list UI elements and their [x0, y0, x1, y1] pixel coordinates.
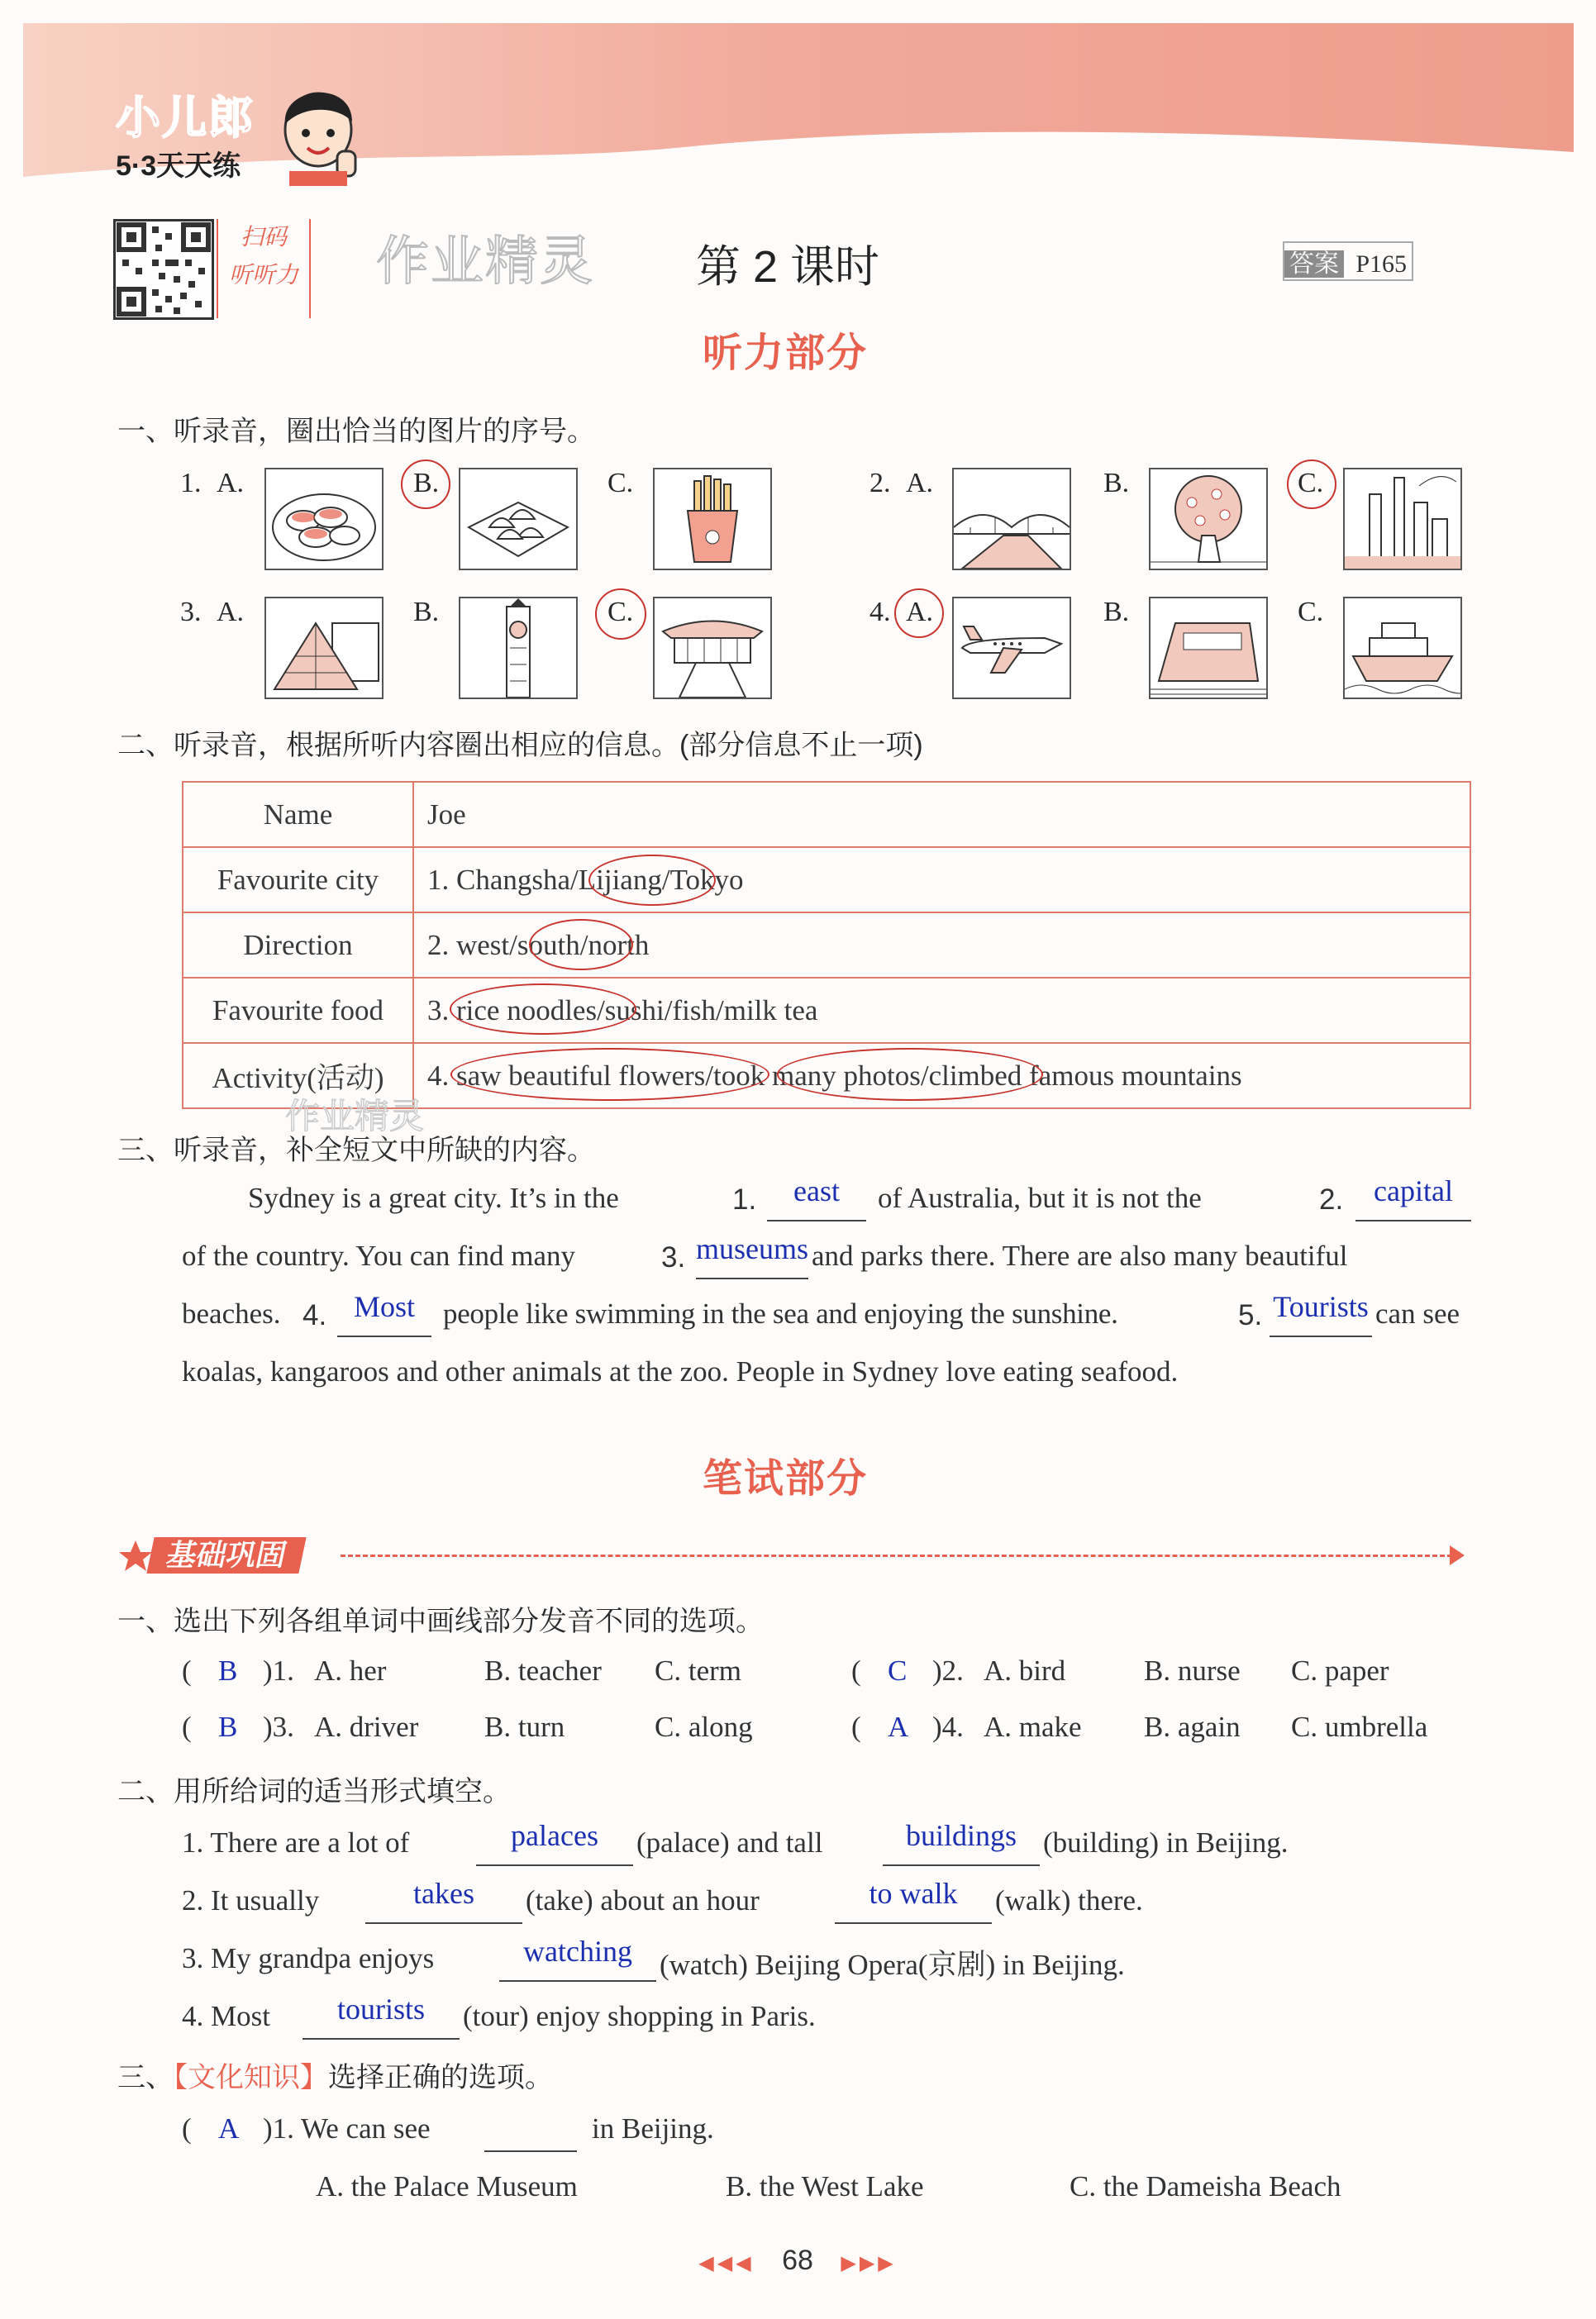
fill-blank [303, 2038, 460, 2040]
footer [661, 2245, 934, 2277]
answer-label: 答案 [1284, 250, 1344, 278]
written-q3-text: 选择正确的选项。 [328, 2062, 553, 2093]
blank-num: 2. [1319, 1183, 1344, 1216]
table-value: 4. saw beautiful flowers/took many photos/climbed famous mountains [413, 1043, 1470, 1108]
option-c: C. term [655, 1655, 741, 1687]
fill-answer: watching [523, 1935, 632, 1968]
sushi-picture [264, 468, 384, 570]
answer-page: P165 [1355, 250, 1408, 278]
answer-circle-south [529, 919, 633, 970]
written-q3-instruction [117, 2055, 553, 2095]
item-num: )1. We can see [263, 2112, 431, 2145]
l1-item4-optA: A. [906, 597, 934, 627]
fill-text: (take) about an hour [526, 1884, 760, 1917]
l1-item2-optC: C. [1298, 468, 1324, 498]
l1-item2-optA: A. [906, 468, 934, 498]
fill-answer: buildings [905, 1819, 1017, 1852]
table-row [183, 978, 1470, 1043]
fill-blank [835, 1922, 992, 1924]
option-a: A. bird [984, 1655, 1066, 1687]
table-key: Name [183, 782, 413, 847]
fill-text: (watch) Beijing Opera(京剧) in Beijing. [660, 1949, 1125, 1981]
listening-q1-instruction: 一、听录音，圈出恰当的图片的序号。 [117, 416, 595, 447]
written-q3-prefix: 三、 [117, 2062, 174, 2093]
header-wave [23, 23, 1574, 180]
blank-num: 4. [303, 1299, 327, 1331]
fill-answer: palaces [511, 1819, 598, 1852]
passage-text: of Australia, but it is not the [878, 1182, 1202, 1214]
table-row [183, 847, 1470, 912]
option-b: B. again [1144, 1711, 1241, 1743]
item-num: )4. [932, 1711, 964, 1743]
skyscrapers-picture [1343, 468, 1462, 570]
answer-3: museums [696, 1232, 809, 1265]
big-ben-picture [459, 597, 578, 699]
header-banner [23, 23, 1574, 180]
culture-option: C. the Dameisha Beach [1070, 2170, 1341, 2202]
watermark-small: 作业精灵 [285, 1097, 425, 1136]
fill-answer: to walk [869, 1877, 958, 1910]
culture-blank [484, 2150, 577, 2152]
answer-ref[interactable] [1283, 241, 1413, 281]
l1-item1-num: 1. [180, 468, 202, 498]
fill-text: (palace) and tall [636, 1826, 823, 1859]
scan-label-line2: 听听力 [228, 263, 298, 288]
answer-5: Tourists [1273, 1290, 1369, 1323]
passage-text: koalas, kangaroos and other animals at the zoo. People in Sydney love eating seafood. [182, 1355, 1179, 1388]
fill-blank [499, 1980, 656, 1982]
forbidden-city-picture [653, 597, 772, 699]
answer-2: capital [1374, 1174, 1453, 1207]
table-key: Favourite city [183, 847, 413, 912]
l1-item3-optB: B. [413, 597, 440, 627]
brand-main: 小儿郎 [116, 93, 255, 143]
option-c: C. paper [1291, 1655, 1389, 1687]
qr-code[interactable] [116, 221, 212, 317]
option-a: A. driver [314, 1711, 419, 1743]
l1-item2-optB: B. [1103, 468, 1130, 498]
answer-circle-lijiang [588, 855, 716, 906]
answer-circle-saw-flowers [450, 1048, 769, 1101]
choice-answer: B [218, 1655, 238, 1687]
l1-item4-optB: B. [1103, 597, 1130, 627]
l1-item1-optC: C. [607, 468, 634, 498]
l1-item1-optA: A. [217, 468, 245, 498]
l1-item3-optA: A. [217, 597, 245, 627]
scan-label [217, 219, 311, 318]
item-num: )3. [263, 1711, 294, 1743]
passage-text: can see [1375, 1298, 1460, 1330]
l1-item3-optC: C. [607, 597, 634, 627]
answer-4: Most [353, 1290, 416, 1323]
item-num: )1. [263, 1655, 294, 1687]
table-row [183, 782, 1470, 847]
louvre-pyramid-picture [264, 597, 384, 699]
badge-dashed-line [341, 1555, 1452, 1557]
option-c: C. along [655, 1711, 753, 1743]
table-row [183, 912, 1470, 978]
fill-text: 4. Most [182, 2000, 270, 2032]
listening-q3-instruction: 三、听录音，补全短文中所缺的内容。 [117, 1135, 595, 1166]
option-b: B. nurse [1144, 1655, 1241, 1687]
table-value: 2. west/south/north [413, 912, 1470, 978]
prev-arrows-icon: ◀◀◀ [698, 2252, 755, 2274]
blossom-tree-picture [1149, 468, 1268, 570]
blank-2 [1355, 1220, 1471, 1221]
passage-text: beaches. [182, 1298, 281, 1330]
l1-item4-optC: C. [1298, 597, 1324, 627]
answer-circle-rice-noodles [450, 983, 636, 1035]
blank-num: 5. [1238, 1299, 1263, 1331]
culture-tag: 【文化知识】 [174, 2062, 328, 2093]
brand-sub: 5·3天天练 [116, 150, 241, 182]
table-value: 3. rice noodles/sushi/fish/milk tea [413, 978, 1470, 1043]
item-num: )2. [932, 1655, 964, 1687]
l1-item1-optB: B. [413, 468, 440, 498]
fill-answer: takes [413, 1877, 474, 1910]
culture-option: B. the West Lake [726, 2170, 924, 2202]
lesson-title: 第 2 课时 [696, 242, 880, 292]
fill-text: (tour) enjoy shopping in Paris. [463, 2000, 816, 2032]
fill-blank [476, 1864, 633, 1866]
fill-text: 2. It usually [182, 1884, 320, 1917]
option-b: B. turn [484, 1711, 565, 1743]
fill-text: (walk) there. [995, 1884, 1143, 1917]
next-arrows-icon: ▶▶▶ [841, 2252, 897, 2274]
fill-blank [365, 1922, 522, 1924]
blank-3 [696, 1278, 808, 1279]
written-q2-instruction: 二、用所给词的适当形式填空。 [117, 1776, 511, 1807]
passage-text: people like swimming in the sea and enjoying the sunshine. [443, 1298, 1118, 1330]
answer-circle [1287, 460, 1336, 509]
item-post: in Beijing. [592, 2112, 714, 2145]
blank-num: 1. [732, 1183, 757, 1216]
table-value: Joe [413, 782, 1470, 847]
answer-circle [401, 460, 450, 509]
l1-item3-num: 3. [180, 597, 202, 627]
dumplings-picture [459, 468, 578, 570]
blank-5 [1270, 1336, 1372, 1337]
passage-text: of the country. You can find many [182, 1240, 575, 1272]
blank-1 [767, 1220, 866, 1221]
written-q1-instruction: 一、选出下列各组单词中画线部分发音不同的选项。 [117, 1606, 764, 1637]
l1-item4-num: 4. [869, 597, 891, 627]
fill-blank [883, 1864, 1040, 1866]
answer-circle [595, 588, 646, 640]
bridge-landscape-picture [952, 468, 1071, 570]
table-value: 1. Changsha/Lijiang/Tokyo [413, 847, 1470, 912]
option-a: A. her [314, 1655, 387, 1687]
table-key: Activity(活动) [183, 1043, 413, 1108]
passage-text: Sydney is a great city. It’s in the [248, 1182, 619, 1214]
fill-text: 3. My grandpa enjoys [182, 1942, 435, 1974]
listening-title: 听力部分 [703, 331, 869, 375]
written-title: 笔试部分 [703, 1457, 869, 1501]
fries-picture [653, 468, 772, 570]
table-key: Favourite food [183, 978, 413, 1043]
choice-answer: A [888, 1711, 909, 1743]
star-icon [117, 1537, 167, 1574]
passage-text: and parks there. There are also many beautiful [812, 1240, 1348, 1272]
table-key: Direction [183, 912, 413, 978]
listening-q2-instruction: 二、听录音，根据所听内容圈出相应的信息。(部分信息不止一项) [117, 730, 923, 761]
arrow-right-icon [1450, 1545, 1466, 1565]
culture-option: A. the Palace Museum [316, 2170, 578, 2202]
ship-picture [1343, 597, 1462, 699]
option-b: B. teacher [484, 1655, 602, 1687]
l1-item2-num: 2. [869, 468, 891, 498]
fill-text: 1. There are a lot of [182, 1826, 410, 1859]
answer-1: east [793, 1174, 840, 1207]
train-picture [1149, 597, 1268, 699]
answer-circle [894, 588, 944, 638]
basic-badge-label: 基础巩固 [146, 1537, 306, 1574]
scan-label-line1: 扫码 [240, 225, 287, 250]
basic-badge [117, 1537, 1473, 1574]
answer-circle-took-photos [777, 1048, 1043, 1101]
brand-logo [116, 83, 255, 183]
blank-num: 3. [661, 1241, 686, 1274]
blank-4 [337, 1336, 431, 1337]
fill-text: (building) in Beijing. [1043, 1826, 1289, 1859]
choice-answer: B [218, 1711, 238, 1743]
watermark: 作业精灵 [376, 231, 594, 291]
choice-answer: C [888, 1655, 908, 1687]
airplane-picture [952, 597, 1071, 699]
mascot-icon [273, 79, 364, 189]
page-number: 68 [782, 2245, 813, 2276]
fill-answer: tourists [336, 1993, 425, 2026]
choice-answer: A [218, 2112, 240, 2145]
option-a: A. make [984, 1711, 1082, 1743]
option-c: C. umbrella [1291, 1711, 1428, 1743]
